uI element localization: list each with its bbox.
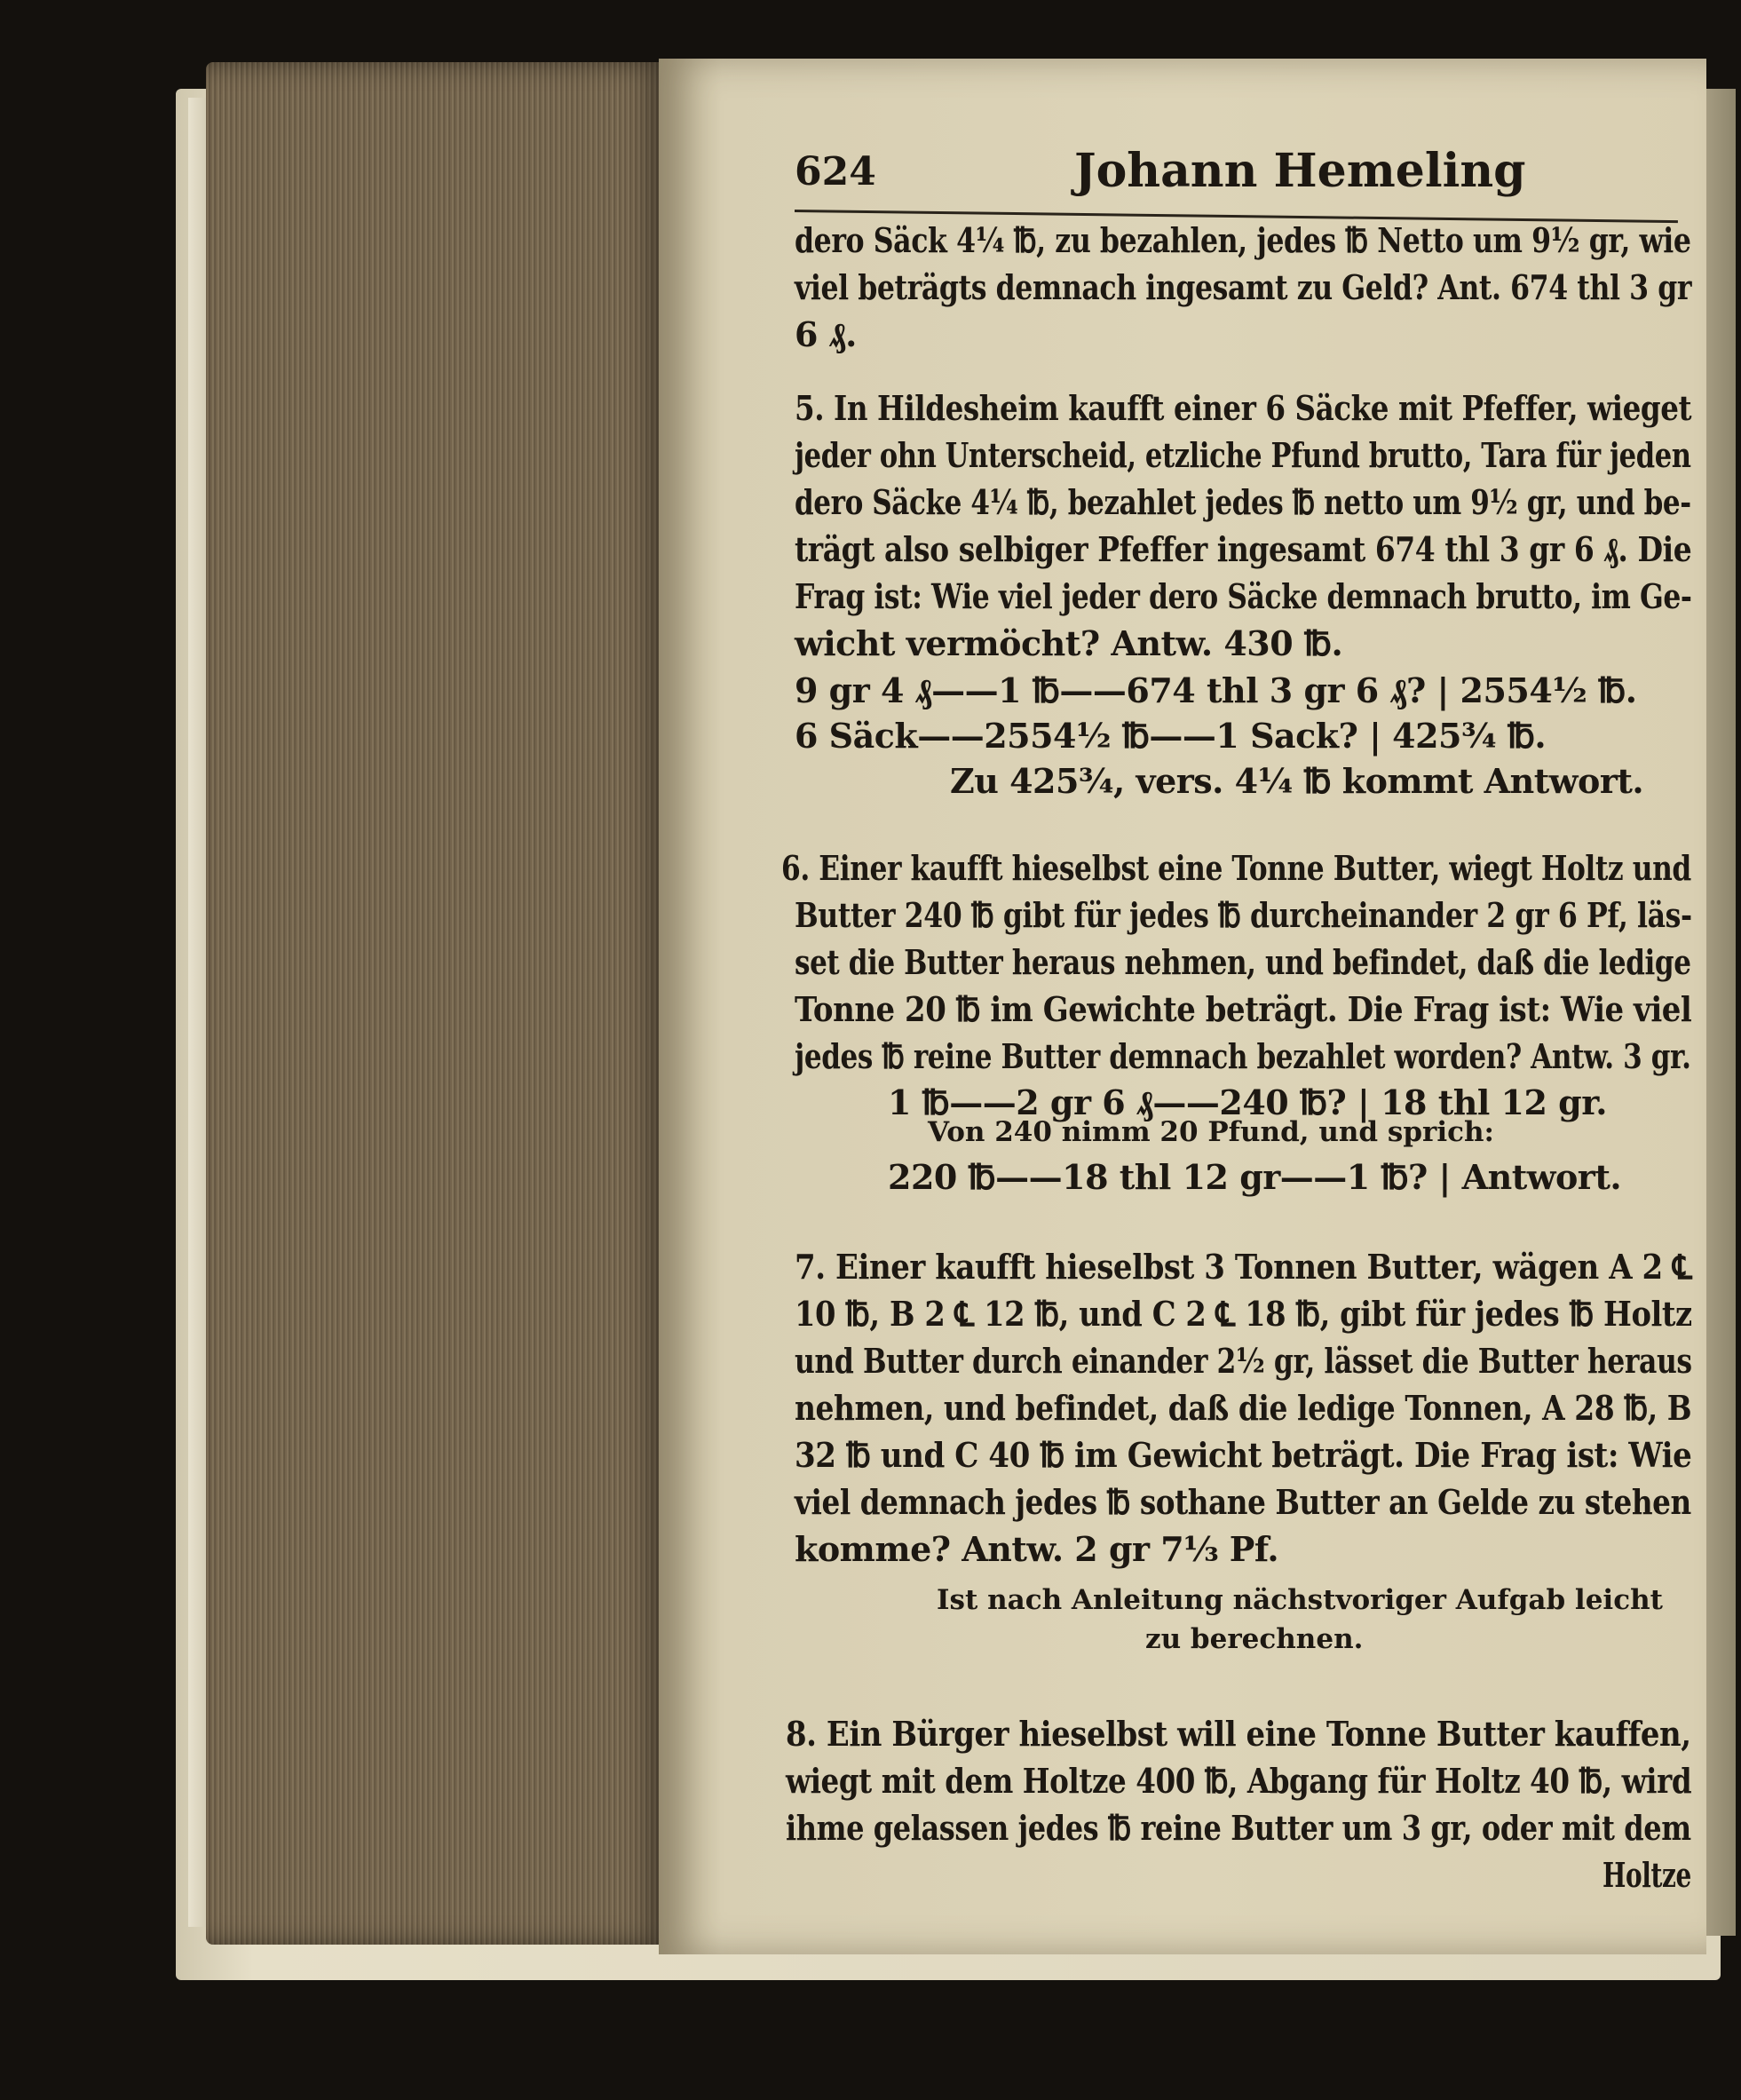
note-line-2: zu berechnen. [1145,1623,1364,1655]
text-line-23: und Butter durch einander 2½ gr, lässet die Butter heraus [795,1341,1692,1381]
calc-line-5: 220 ℔——18 thl 12 gr——1 ℔? | Antwort. [888,1157,1622,1197]
text-line-25: 32 ℔ und C 40 ℔ im Gewicht beträgt. Die Frag ist: Wie [795,1435,1692,1475]
text-line-6: dero Säcke 4¼ ℔, bezahlet jedes ℔ netto um 9½ gr, und be- [795,482,1691,522]
running-title: Johann Hemeling [1074,144,1526,198]
text-line-24: nehmen, und befindet, daß die ledige Tonnen, A 28 ℔, B [795,1388,1692,1428]
calc-line-4: 1 ℔——2 gr 6 ₰——240 ℔? | 18 thl 12 gr. [888,1082,1607,1122]
text-line-16: Tonne 20 ℔ im Gewichte beträgt. Die Frag ist: Wie viel [795,989,1692,1029]
text-line-21: 7. Einer kaufft hieselbst 3 Tonnen Butter, wägen A 2 ℄ [795,1247,1692,1287]
text-line-7: trägt also selbiger Pfeffer ingesamt 674 thl 3 gr 6 ₰. Die [795,529,1692,569]
text-line-27: komme? Antw. 2 gr 7⅓ Pf. [795,1529,1279,1569]
calc-line-3: Zu 425¾, vers. 4¼ ℔ kommt Antwort. [950,761,1644,801]
page-block-edges [206,62,668,1945]
calc-note: Von 240 nimm 20 Pfund, und sprich: [928,1116,1494,1148]
text-line-5: jeder ohn Unterscheid, etzliche Pfund brutto, Tara für jeden [795,435,1691,475]
text-line-31: wiegt mit dem Holtze 400 ℔, Abgang für Holtz 40 ℔, wird [786,1761,1692,1801]
text-line-14: Butter 240 ℔ gibt für jedes ℔ durcheinander 2 gr 6 Pf, läs- [795,895,1692,935]
text-line-30: 8. Ein Bürger hieselbst will eine Tonne Butter kauffen, [786,1714,1691,1754]
text-line-17: jedes ℔ reine Butter demnach bezahlet worden? Antw. 3 gr. [795,1036,1691,1076]
text-line-4: 5. In Hildesheim kaufft einer 6 Säcke mit Pfeffer, wieget [795,388,1692,428]
text-line-32: ihme gelassen jedes ℔ reine Butter um 3 gr, oder mit dem [786,1808,1691,1848]
text-line-8: Frag ist: Wie viel jeder dero Säcke demnach brutto, im Ge- [795,576,1692,616]
text-line-15: set die Butter heraus nehmen, und befindet, daß die ledige [795,942,1691,982]
note-line-1: Ist nach Anleitung nächstvoriger Aufgab leicht [937,1584,1663,1616]
text-line-1: dero Säck 4¼ ℔, zu bezahlen, jedes ℔ Netto um 9½ gr, wie [795,220,1691,260]
text-line-13: 6. Einer kaufft hieselbst eine Tonne Butter, wiegt Holtz und [781,848,1691,888]
text-line-9: wicht vermöcht? Antw. 430 ℔. [795,623,1343,663]
text-line-26: viel demnach jedes ℔ sothane Butter an Gelde zu stehen [795,1482,1691,1522]
text-line-22: 10 ℔, B 2 ℄ 12 ℔, und C 2 ℄ 18 ℔, gibt für jedes ℔ Holtz [795,1294,1692,1334]
calc-line-1: 9 gr 4 ₰——1 ℔——674 thl 3 gr 6 ₰? | 2554½ ℔. [795,670,1637,710]
page-number: 624 [795,149,876,194]
calc-line-2: 6 Säck——2554½ ℔——1 Sack? | 425¾ ℔. [795,716,1547,756]
catchword: Holtze [1603,1855,1691,1895]
text-line-3: 6 ₰. [795,314,857,354]
text-line-2: viel beträgts demnach ingesamt zu Geld? Ant. 674 thl 3 gr [795,267,1692,307]
